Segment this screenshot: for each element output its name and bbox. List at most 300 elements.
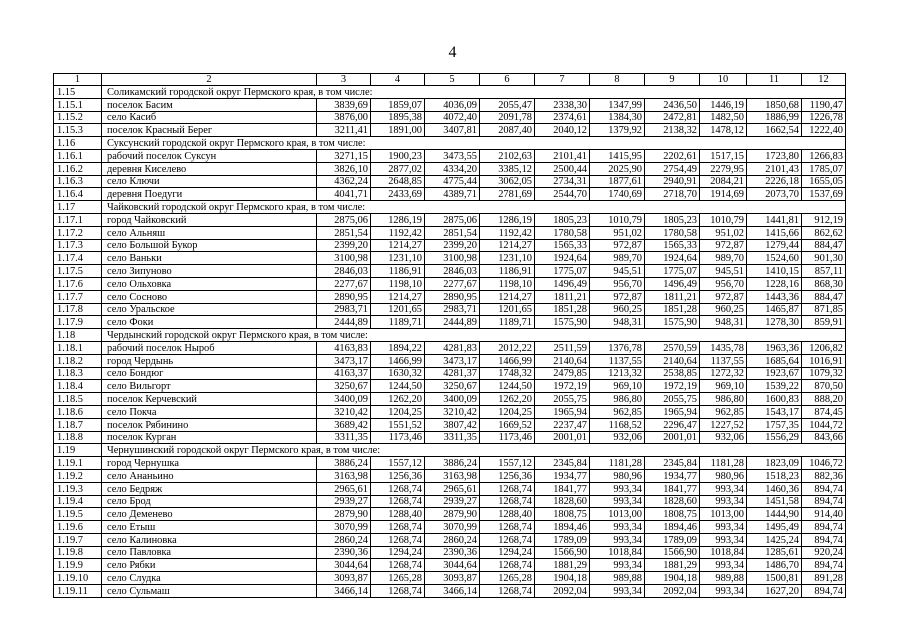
table-body (54, 74, 846, 598)
settlement-name: поселок Басим (102, 98, 317, 111)
value-cell: 1740,69 (590, 188, 645, 201)
value-cell: 2472,81 (645, 111, 700, 124)
value-cell: 4163,83 (317, 341, 371, 354)
value-cell: 4389,71 (425, 188, 480, 201)
row-code: 1.15 (54, 86, 102, 99)
value-cell: 3876,00 (317, 111, 371, 124)
row-code: 1.19.6 (54, 521, 102, 534)
value-cell: 1894,22 (371, 341, 425, 354)
value-cell: 3093,87 (425, 572, 480, 585)
value-cell: 2338,30 (535, 98, 590, 111)
group-row (54, 86, 846, 99)
value-cell: 1268,74 (480, 585, 535, 598)
value-cell: 1268,74 (371, 533, 425, 546)
value-cell: 1181,28 (700, 457, 747, 470)
settlement-name: село Касиб (102, 111, 317, 124)
value-cell: 1198,10 (480, 277, 535, 290)
value-cell: 2399,20 (425, 239, 480, 252)
value-cell: 993,34 (700, 533, 747, 546)
value-cell: 1214,27 (371, 239, 425, 252)
value-cell: 1231,10 (371, 252, 425, 265)
value-cell: 989,88 (590, 572, 645, 585)
value-cell: 1443,36 (747, 290, 802, 303)
value-cell: 2025,90 (590, 162, 645, 175)
value-cell: 1877,61 (590, 175, 645, 188)
value-cell: 2091,78 (480, 111, 535, 124)
row-code: 1.16.4 (54, 188, 102, 201)
value-cell: 1268,74 (371, 482, 425, 495)
value-cell: 993,34 (590, 482, 645, 495)
header-cell: 5 (425, 74, 480, 86)
value-cell: 1965,94 (645, 405, 700, 418)
settlement-name: рабочий поселок Суксун (102, 149, 317, 162)
value-cell: 2092,04 (535, 585, 590, 598)
row-code: 1.15.1 (54, 98, 102, 111)
value-cell: 1204,25 (480, 405, 535, 418)
value-cell: 1262,20 (371, 393, 425, 406)
value-cell: 2084,21 (700, 175, 747, 188)
value-cell: 1482,50 (700, 111, 747, 124)
value-cell: 1894,46 (535, 521, 590, 534)
value-cell: 993,34 (700, 495, 747, 508)
value-cell: 2277,67 (425, 277, 480, 290)
row-code: 1.18.5 (54, 393, 102, 406)
value-cell: 2875,06 (317, 213, 371, 226)
value-cell: 1168,52 (590, 418, 645, 431)
settlement-name: село Ваньки (102, 252, 317, 265)
value-cell: 951,02 (700, 226, 747, 239)
row-code: 1.19.9 (54, 559, 102, 572)
settlement-name: село Павловка (102, 546, 317, 559)
value-cell: 1566,90 (645, 546, 700, 559)
value-cell: 1222,40 (802, 124, 846, 137)
value-cell: 1268,74 (371, 521, 425, 534)
value-cell: 1465,87 (747, 303, 802, 316)
value-cell: 2965,61 (317, 482, 371, 495)
value-cell: 1425,24 (747, 533, 802, 546)
value-cell: 1268,74 (480, 533, 535, 546)
value-cell: 1256,36 (480, 469, 535, 482)
table-row (54, 162, 846, 175)
value-cell: 1924,64 (645, 252, 700, 265)
value-cell: 862,62 (802, 226, 846, 239)
value-cell: 2073,70 (747, 188, 802, 201)
value-cell: 1173,46 (480, 431, 535, 444)
settlement-name: город Чердынь (102, 354, 317, 367)
row-code: 1.17.1 (54, 213, 102, 226)
value-cell: 948,31 (700, 316, 747, 329)
value-cell: 3271,15 (317, 149, 371, 162)
value-cell: 2718,70 (645, 188, 700, 201)
value-cell: 1780,58 (645, 226, 700, 239)
row-code: 1.19.2 (54, 469, 102, 482)
value-cell: 1244,50 (371, 380, 425, 393)
value-cell: 1288,40 (480, 508, 535, 521)
value-cell: 1227,52 (700, 418, 747, 431)
value-cell: 1575,90 (645, 316, 700, 329)
value-cell: 1972,19 (645, 380, 700, 393)
value-cell: 882,36 (802, 469, 846, 482)
value-cell: 1557,12 (480, 457, 535, 470)
value-cell: 3473,17 (425, 354, 480, 367)
value-cell: 1851,28 (645, 303, 700, 316)
value-cell: 1841,77 (645, 482, 700, 495)
value-cell: 1201,65 (480, 303, 535, 316)
value-cell: 859,91 (802, 316, 846, 329)
value-cell: 1789,09 (535, 533, 590, 546)
settlement-name: село Большой Букор (102, 239, 317, 252)
value-cell: 951,02 (590, 226, 645, 239)
table-row (54, 418, 846, 431)
value-cell: 1934,77 (645, 469, 700, 482)
value-cell: 1279,44 (747, 239, 802, 252)
header-cell: 10 (700, 74, 747, 86)
value-cell: 4362,24 (317, 175, 371, 188)
value-cell: 1079,32 (802, 367, 846, 380)
value-cell: 3100,98 (425, 252, 480, 265)
group-row (54, 137, 846, 150)
value-cell: 956,70 (700, 277, 747, 290)
group-name: Чердынский городской округ Пермского края, в том числе: (102, 329, 846, 342)
value-cell: 1828,60 (645, 495, 700, 508)
value-cell: 1565,33 (535, 239, 590, 252)
settlement-name: село Деменево (102, 508, 317, 521)
value-cell: 2754,49 (645, 162, 700, 175)
value-cell: 960,25 (590, 303, 645, 316)
value-cell: 3400,09 (317, 393, 371, 406)
header-row (54, 74, 846, 86)
table-row (54, 290, 846, 303)
value-cell: 894,74 (802, 533, 846, 546)
value-cell: 989,70 (700, 252, 747, 265)
value-cell: 972,87 (700, 239, 747, 252)
value-cell: 4281,83 (425, 341, 480, 354)
value-cell: 1044,72 (802, 418, 846, 431)
value-cell: 912,19 (802, 213, 846, 226)
value-cell: 1286,19 (480, 213, 535, 226)
settlement-name: село Бедряж (102, 482, 317, 495)
value-cell: 1268,74 (480, 521, 535, 534)
value-cell: 894,74 (802, 559, 846, 572)
value-cell: 1655,05 (802, 175, 846, 188)
value-cell: 1266,83 (802, 149, 846, 162)
value-cell: 1192,42 (480, 226, 535, 239)
table-row (54, 226, 846, 239)
value-cell: 1923,67 (747, 367, 802, 380)
value-cell: 956,70 (590, 277, 645, 290)
row-code: 1.17.6 (54, 277, 102, 290)
row-code: 1.19.8 (54, 546, 102, 559)
value-cell: 989,88 (700, 572, 747, 585)
value-cell: 1543,17 (747, 405, 802, 418)
value-cell: 2851,54 (425, 226, 480, 239)
settlement-name: поселок Керчевский (102, 393, 317, 406)
value-cell: 993,34 (590, 585, 645, 598)
value-cell: 3407,81 (425, 124, 480, 137)
value-cell: 2734,31 (535, 175, 590, 188)
row-code: 1.19.5 (54, 508, 102, 521)
value-cell: 2983,71 (425, 303, 480, 316)
settlement-name: поселок Курган (102, 431, 317, 444)
table-row (54, 380, 846, 393)
value-cell: 993,34 (590, 533, 645, 546)
row-code: 1.19.4 (54, 495, 102, 508)
value-cell: 1556,29 (747, 431, 802, 444)
value-cell: 868,30 (802, 277, 846, 290)
value-cell: 1789,09 (645, 533, 700, 546)
settlement-name: деревня Киселево (102, 162, 317, 175)
row-code: 1.16.2 (54, 162, 102, 175)
value-cell: 3689,42 (317, 418, 371, 431)
settlement-name: поселок Красный Берег (102, 124, 317, 137)
value-cell: 1214,27 (371, 290, 425, 303)
table-row (54, 98, 846, 111)
value-cell: 1881,29 (645, 559, 700, 572)
value-cell: 2140,64 (645, 354, 700, 367)
table-row (54, 431, 846, 444)
row-code: 1.18 (54, 329, 102, 342)
value-cell: 901,30 (802, 252, 846, 265)
value-cell: 993,34 (590, 495, 645, 508)
value-cell: 1524,60 (747, 252, 802, 265)
value-cell: 2648,85 (371, 175, 425, 188)
value-cell: 1198,10 (371, 277, 425, 290)
value-cell: 2202,61 (645, 149, 700, 162)
value-cell: 948,31 (590, 316, 645, 329)
value-cell: 4163,37 (317, 367, 371, 380)
value-cell: 1495,49 (747, 521, 802, 534)
table-row (54, 239, 846, 252)
value-cell: 874,45 (802, 405, 846, 418)
value-cell: 2436,50 (645, 98, 700, 111)
value-cell: 1231,10 (480, 252, 535, 265)
row-code: 1.15.3 (54, 124, 102, 137)
table-row (54, 265, 846, 278)
value-cell: 891,28 (802, 572, 846, 585)
value-cell: 2479,85 (535, 367, 590, 380)
value-cell: 993,34 (700, 521, 747, 534)
header-cell: 12 (802, 74, 846, 86)
value-cell: 1190,47 (802, 98, 846, 111)
value-cell: 1565,33 (645, 239, 700, 252)
value-cell: 2877,02 (371, 162, 425, 175)
value-cell: 2092,04 (645, 585, 700, 598)
value-cell: 1537,69 (802, 188, 846, 201)
value-cell: 1010,79 (700, 213, 747, 226)
value-cell: 1013,00 (590, 508, 645, 521)
settlement-name: село Сосново (102, 290, 317, 303)
header-cell: 11 (747, 74, 802, 86)
row-code: 1.18.3 (54, 367, 102, 380)
value-cell: 1268,74 (480, 495, 535, 508)
value-cell: 2001,01 (645, 431, 700, 444)
group-row (54, 201, 846, 214)
value-cell: 3466,14 (425, 585, 480, 598)
value-cell: 1441,81 (747, 213, 802, 226)
value-cell: 871,85 (802, 303, 846, 316)
value-cell: 1046,72 (802, 457, 846, 470)
value-cell: 3210,42 (425, 405, 480, 418)
value-cell: 993,34 (590, 559, 645, 572)
value-cell: 920,24 (802, 546, 846, 559)
table-row (54, 252, 846, 265)
value-cell: 3886,24 (425, 457, 480, 470)
value-cell: 1272,32 (700, 367, 747, 380)
value-cell: 1016,91 (802, 354, 846, 367)
table-row (54, 316, 846, 329)
value-cell: 2138,32 (645, 124, 700, 137)
group-row (54, 329, 846, 342)
row-code: 1.19 (54, 444, 102, 457)
value-cell: 1808,75 (645, 508, 700, 521)
value-cell: 3211,41 (317, 124, 371, 137)
table-row (54, 482, 846, 495)
value-cell: 1376,78 (590, 341, 645, 354)
header-cell: 6 (480, 74, 535, 86)
value-cell: 1685,64 (747, 354, 802, 367)
value-cell: 2277,67 (317, 277, 371, 290)
value-cell: 1811,21 (535, 290, 590, 303)
value-cell: 2012,22 (480, 341, 535, 354)
value-cell: 4281,37 (425, 367, 480, 380)
group-name: Соликамский городской округ Пермского края, в том числе: (102, 86, 846, 99)
value-cell: 2846,03 (425, 265, 480, 278)
table-row (54, 188, 846, 201)
settlement-name: село Ольховка (102, 277, 317, 290)
table-row (54, 341, 846, 354)
header-cell: 4 (371, 74, 425, 86)
value-cell: 2890,95 (425, 290, 480, 303)
value-cell: 1886,99 (747, 111, 802, 124)
value-cell: 894,74 (802, 495, 846, 508)
value-cell: 1850,68 (747, 98, 802, 111)
table-row (54, 405, 846, 418)
value-cell: 3385,12 (480, 162, 535, 175)
value-cell: 1265,28 (371, 572, 425, 585)
value-cell: 932,06 (590, 431, 645, 444)
value-cell: 1662,54 (747, 124, 802, 137)
value-cell: 1186,91 (480, 265, 535, 278)
value-cell: 1206,82 (802, 341, 846, 354)
settlement-name: село Зипуново (102, 265, 317, 278)
value-cell: 1286,19 (371, 213, 425, 226)
value-cell: 4334,20 (425, 162, 480, 175)
value-cell: 2875,06 (425, 213, 480, 226)
value-cell: 1805,23 (645, 213, 700, 226)
value-cell: 1723,80 (747, 149, 802, 162)
table-row (54, 508, 846, 521)
value-cell: 2860,24 (317, 533, 371, 546)
value-cell: 993,34 (700, 585, 747, 598)
value-cell: 3070,99 (317, 521, 371, 534)
value-cell: 1775,07 (535, 265, 590, 278)
value-cell: 1551,52 (371, 418, 425, 431)
value-cell: 1181,28 (590, 457, 645, 470)
value-cell: 1347,99 (590, 98, 645, 111)
value-cell: 1486,70 (747, 559, 802, 572)
row-code: 1.16 (54, 137, 102, 150)
value-cell: 1294,24 (480, 546, 535, 559)
value-cell: 3826,10 (317, 162, 371, 175)
value-cell: 894,74 (802, 482, 846, 495)
value-cell: 1808,75 (535, 508, 590, 521)
value-cell: 1904,18 (645, 572, 700, 585)
value-cell: 960,25 (700, 303, 747, 316)
value-cell: 3311,35 (317, 431, 371, 444)
value-cell: 894,74 (802, 585, 846, 598)
table-row (54, 393, 846, 406)
value-cell: 2087,40 (480, 124, 535, 137)
page-number: 4 (448, 44, 457, 61)
table-row (54, 149, 846, 162)
value-cell: 980,96 (590, 469, 645, 482)
value-cell: 1669,52 (480, 418, 535, 431)
value-cell: 1214,27 (480, 239, 535, 252)
header-cell: 1 (54, 74, 102, 86)
value-cell: 1137,55 (700, 354, 747, 367)
settlement-name: село Фоки (102, 316, 317, 329)
value-cell: 884,47 (802, 290, 846, 303)
settlement-name: село Етыш (102, 521, 317, 534)
value-cell: 4041,71 (317, 188, 371, 201)
settlement-name: село Альняш (102, 226, 317, 239)
value-cell: 2538,85 (645, 367, 700, 380)
settlement-name: рабочий поселок Ныроб (102, 341, 317, 354)
tariff-table (53, 73, 846, 598)
value-cell: 1904,18 (535, 572, 590, 585)
value-cell: 2374,61 (535, 111, 590, 124)
value-cell: 870,50 (802, 380, 846, 393)
value-cell: 1963,36 (747, 341, 802, 354)
settlement-name: деревня Поедуги (102, 188, 317, 201)
value-cell: 1496,49 (645, 277, 700, 290)
value-cell: 932,06 (700, 431, 747, 444)
value-cell: 980,96 (700, 469, 747, 482)
settlement-name: село Покча (102, 405, 317, 418)
value-cell: 3886,24 (317, 457, 371, 470)
table-row (54, 303, 846, 316)
row-code: 1.18.1 (54, 341, 102, 354)
value-cell: 972,87 (700, 290, 747, 303)
value-cell: 3093,87 (317, 572, 371, 585)
table-row (54, 111, 846, 124)
header-cell: 2 (102, 74, 317, 86)
value-cell: 972,87 (590, 290, 645, 303)
table-row (54, 175, 846, 188)
value-cell: 1924,64 (535, 252, 590, 265)
row-code: 1.18.4 (54, 380, 102, 393)
value-cell: 2781,69 (480, 188, 535, 201)
header-cell: 9 (645, 74, 700, 86)
value-cell: 1859,07 (371, 98, 425, 111)
value-cell: 1518,23 (747, 469, 802, 482)
value-cell: 1466,99 (371, 354, 425, 367)
value-cell: 1785,07 (802, 162, 846, 175)
value-cell: 1204,25 (371, 405, 425, 418)
row-code: 1.17.7 (54, 290, 102, 303)
value-cell: 1823,09 (747, 457, 802, 470)
row-code: 1.18.2 (54, 354, 102, 367)
value-cell: 1851,28 (535, 303, 590, 316)
value-cell: 986,80 (590, 393, 645, 406)
value-cell: 2511,59 (535, 341, 590, 354)
value-cell: 1466,99 (480, 354, 535, 367)
group-name: Суксунский городской округ Пермского края, в том числе: (102, 137, 846, 150)
table-row (54, 469, 846, 482)
value-cell: 2846,03 (317, 265, 371, 278)
value-cell: 986,80 (700, 393, 747, 406)
value-cell: 1256,36 (371, 469, 425, 482)
